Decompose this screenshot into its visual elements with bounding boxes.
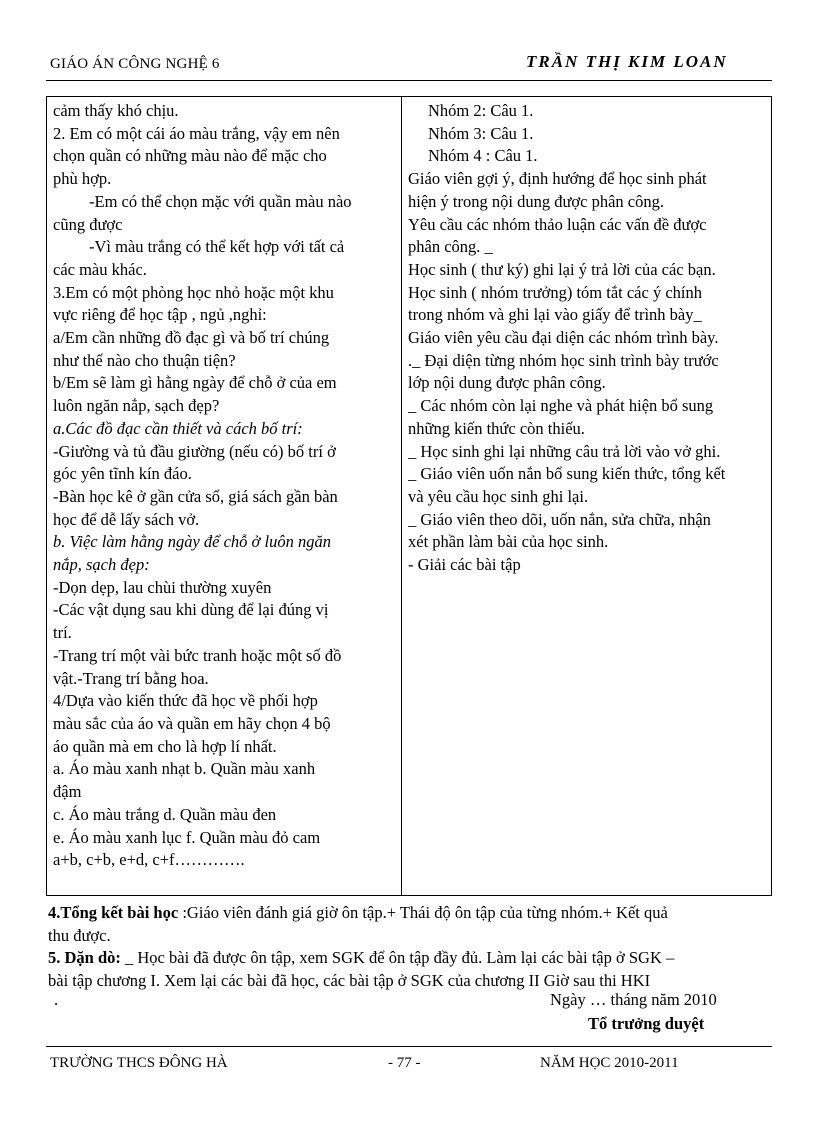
student-content-cell: [47, 97, 402, 896]
right-line: _ Giáo viên theo dõi, uốn nắn, sửa chữa, nhận: [408, 509, 711, 529]
left-line: -Các vật dụng sau khi dùng để lại đúng vị: [53, 600, 329, 620]
right-line: lớp nội dung được phân công.: [408, 373, 606, 393]
right-line: và yêu cầu học sinh ghi lại.: [408, 486, 589, 506]
right-line: - Giải các bài tập: [408, 555, 521, 575]
left-line: áo quần mà em cho là hợp lí nhất.: [53, 736, 277, 756]
right-line: Yêu cầu các nhóm thảo luận các vấn đề được: [408, 214, 707, 234]
left-line: -Giường và tủ đầu giường (nếu có) bố trí ở: [53, 441, 336, 461]
lesson-summary-section: [48, 902, 772, 992]
footer-school: TRƯỜNG THCS ĐÔNG HÀ: [50, 1055, 228, 1071]
right-line: trong nhóm và ghi lại vào giấy để trình bày_: [408, 305, 702, 325]
homework-line: bài tập chương I. Xem lại các bài đã học, các bài tập ở SGK của chương II Giờ sau thi HKI: [48, 970, 651, 990]
left-line: -Bàn học kê ở gần cửa sổ, giá sách gần bàn: [53, 486, 338, 506]
left-line: vực riêng để học tập , ngủ ,nghỉ:: [53, 305, 267, 325]
right-line: hiện ý trong nội dung được phân công.: [408, 191, 664, 211]
right-line: Học sinh ( thư ký) ghi lại ý trả lời của các bạn.: [408, 259, 716, 279]
approval-date: Ngày … tháng năm 2010: [550, 990, 717, 1009]
right-line: phân công. _: [408, 237, 493, 257]
footer-rule: [46, 1046, 772, 1047]
header-subject: GIÁO ÁN CÔNG NGHỆ 6: [50, 56, 220, 72]
right-line: những kiến thức còn thiếu.: [408, 418, 585, 438]
left-line: c. Áo màu trắng d. Quần màu đen: [53, 804, 277, 824]
summary-title: 4.Tổng kết bài học: [48, 903, 179, 922]
left-line: chọn quần có những màu nào để mặc cho: [53, 146, 327, 166]
right-line: _ Các nhóm còn lại nghe và phát hiện bổ sung: [408, 396, 714, 416]
left-line: a+b, c+b, e+d, c+f………….: [53, 850, 245, 870]
left-line-heading: nắp, sạch đẹp:: [53, 555, 150, 575]
left-line: -Vì màu trắng có thể kết hợp với tất cả: [89, 237, 345, 257]
left-line: như thế nào cho thuận tiện?: [53, 350, 236, 370]
summary-line: [48, 902, 772, 925]
left-line: các màu khác.: [53, 259, 147, 279]
left-line: màu sắc của áo và quần em hãy chọn 4 bộ: [53, 713, 331, 733]
approval-title: Tổ trưởng duyệt: [588, 1014, 705, 1033]
header-author: TRẦN THỊ KIM LOAN: [526, 52, 728, 71]
left-line: cũng được: [53, 214, 123, 234]
left-line: học để dễ lấy sách vở.: [53, 509, 200, 529]
lesson-table: [46, 96, 772, 896]
left-line: luôn ngăn nắp, sạch đẹp?: [53, 396, 220, 416]
header-rule: [46, 80, 772, 81]
right-line: Học sinh ( nhóm trưởng) tóm tắt các ý chính: [408, 282, 702, 302]
right-line: Nhóm 3: Câu 1.: [428, 123, 534, 143]
left-line: trí.: [53, 623, 72, 643]
left-line: 4/Dựa vào kiến thức đã học về phối hợp: [53, 691, 318, 711]
right-line: _ Học sinh ghi lại những câu trả lời vào vở ghi.: [408, 441, 721, 461]
right-line: Giáo viên gợi ý, định hướng để học sinh phát: [408, 169, 707, 189]
footer-school-year: NĂM HỌC 2010-2011: [540, 1055, 679, 1071]
right-line: _ Giáo viên uốn nắn bổ sung kiến thức, tổng kết: [408, 464, 726, 484]
left-line: vật.-Trang trí bằng hoa.: [53, 668, 209, 688]
left-line: 3.Em có một phòng học nhỏ hoặc một khu: [53, 282, 334, 302]
left-line: b/Em sẽ làm gì hằng ngày để chỗ ở của em: [53, 373, 337, 393]
left-line: góc yên tĩnh kín đáo.: [53, 464, 192, 484]
left-line: -Dọn dẹp, lau chùi thường xuyên: [53, 577, 272, 597]
left-line: a. Áo màu xanh nhạt b. Quần màu xanh: [53, 759, 316, 779]
homework-line: [48, 947, 772, 970]
right-line: xét phần làm bài của học sinh.: [408, 532, 609, 552]
left-line-heading: b. Việc làm hằng ngày để chỗ ở luôn ngăn: [53, 532, 331, 552]
left-line: 2. Em có một cái áo màu trắng, vậy em nên: [53, 123, 340, 143]
left-line: -Em có thể chọn mặc với quần màu nào: [89, 191, 352, 211]
footer-page-number: - 77 -: [388, 1055, 421, 1071]
summary-text: :Giáo viên đánh giá giờ ôn tập.+ Thái độ ôn tập của từng nhóm.+ Kết quả: [178, 903, 668, 922]
right-line: Nhóm 4 : Câu 1.: [428, 146, 538, 166]
summary-line: thu được.: [48, 925, 111, 945]
homework-title: 5. Dặn dò:: [48, 948, 121, 967]
homework-text: _ Học bài đã được ôn tập, xem SGK để ôn tập đầy đủ. Làm lại các bài tập ở SGK –: [120, 948, 675, 967]
right-line: ._ Đại diện từng nhóm học sinh trình bày trước: [408, 350, 719, 370]
left-line: a/Em cần những đồ đạc gì và bố trí chúng: [53, 328, 330, 348]
left-line: đậm: [53, 782, 82, 802]
left-line: e. Áo màu xanh lục f. Quần màu đỏ cam: [53, 827, 321, 847]
left-line-heading: a.Các đồ đạc cần thiết và cách bố trí:: [53, 418, 303, 438]
right-line: Giáo viên yêu cầu đại diện các nhóm trình bày.: [408, 328, 719, 348]
left-line: -Trang trí một vài bức tranh hoặc một số đồ: [53, 645, 342, 665]
homework-period: .: [54, 990, 59, 1009]
teacher-activity-cell: [402, 97, 772, 896]
left-line: phù hợp.: [53, 169, 112, 189]
right-line: Nhóm 2: Câu 1.: [428, 101, 534, 120]
left-line: cảm thấy khó chịu.: [53, 101, 179, 120]
